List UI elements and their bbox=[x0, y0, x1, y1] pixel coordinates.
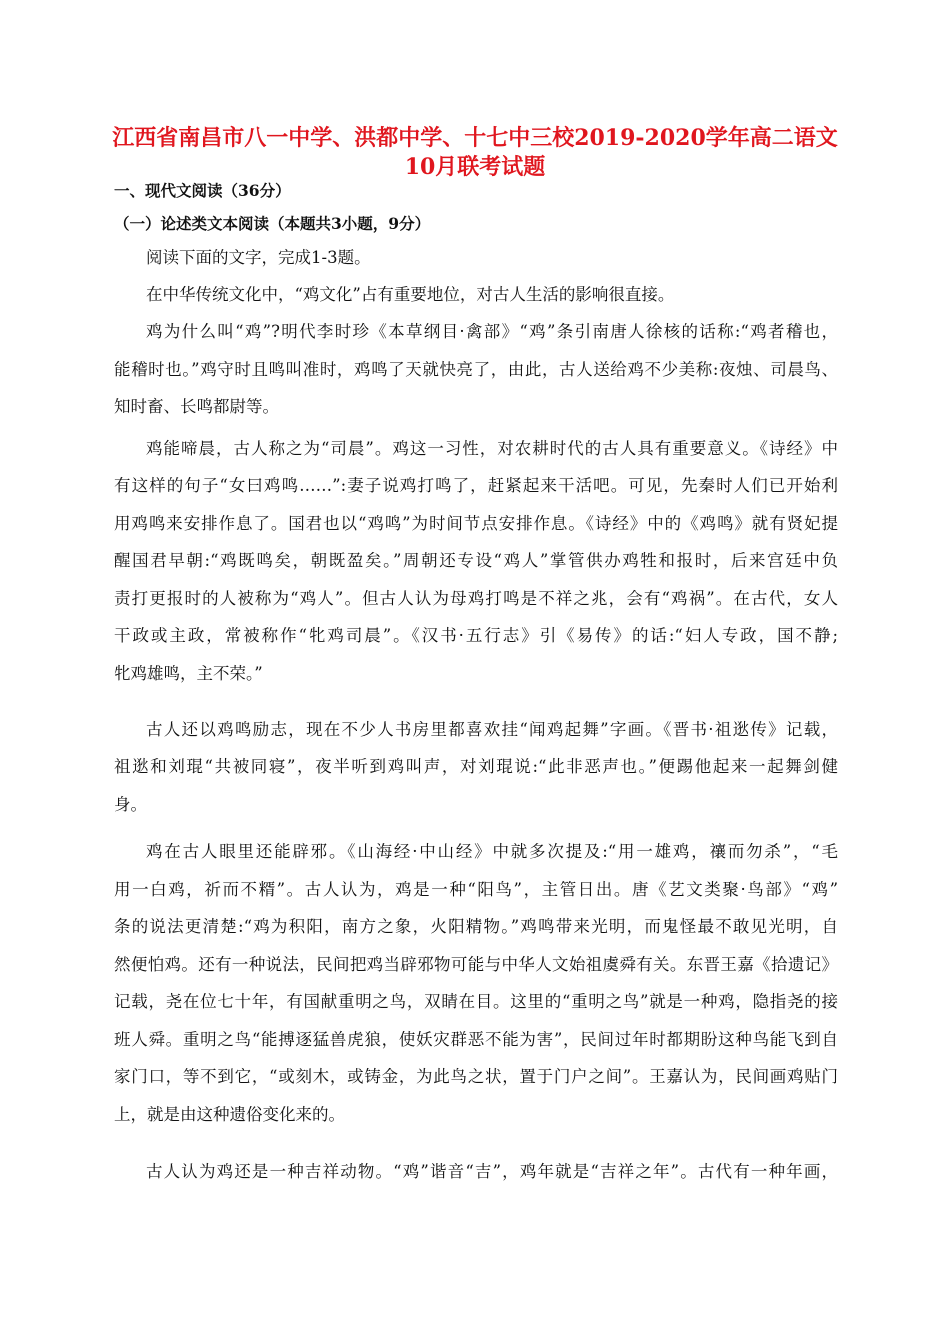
paragraph-line: 责打更报时的人被称为“鸡人”。但古人认为母鸡打鸣是不祥之兆，会有“鸡祸”。在古代，女人 bbox=[114, 589, 838, 608]
paragraph-line: 醒国君早朝:“鸡既鸣矣，朝既盈矣。”周朝还专设“鸡人”掌管供办鸡牲和报时，后来宫廷中负 bbox=[114, 551, 838, 570]
subsection-heading-argumentative: （一）论述类文本阅读（本题共3小题，9分） bbox=[114, 214, 431, 233]
paragraph-line: 阅读下面的文字，完成1-3题。 bbox=[146, 248, 371, 267]
paragraph-line: 用一白鸡，祈而不糈”。古人认为，鸡是一种“阳鸟”，主管日出。唐《艺文类聚·鸟部》“鸡” bbox=[114, 880, 838, 899]
paragraph-line: 鸡能啼晨，古人称之为“司晨”。鸡这一习性，对农耕时代的古人具有重要意义。《诗经》中 bbox=[146, 439, 838, 458]
paragraph-line: 条的说法更清楚:“鸡为积阳，南方之象，火阳精物。”鸡鸣带来光明，而鬼怪最不敢见光明，自 bbox=[114, 917, 838, 936]
paragraph-line: 祖逖和刘琨“共被同寝”，夜半听到鸡叫声，对刘琨说:“此非恶声也。”便踢他起来一起舞剑健 bbox=[114, 757, 838, 776]
paragraph-line: 鸡为什么叫“鸡”?明代李时珍《本草纲目·禽部》“鸡”条引南唐人徐核的话称:“鸡者稽也， bbox=[146, 322, 838, 341]
paragraph-line: 古人还以鸡鸣励志，现在不少人书房里都喜欢挂“闻鸡起舞”字画。《晋书·祖逖传》记载， bbox=[146, 720, 838, 739]
paragraph-line: 家门口，等不到它，“或刻木，或铸金，为此鸟之状，置于门户之间”。王嘉认为，民间画鸡贴门 bbox=[114, 1067, 838, 1086]
paragraph-line: 用鸡鸣来安排作息了。国君也以“鸡鸣”为时间节点安排作息。《诗经》中的《鸡鸣》就有贤妃提 bbox=[114, 514, 838, 533]
document-title-line-2: 10月联考试题 bbox=[404, 154, 546, 180]
paragraph-line: 牝鸡雄鸣，主不荣。” bbox=[114, 664, 263, 683]
paragraph-line: 身。 bbox=[114, 795, 147, 814]
paragraph-line: 在中华传统文化中，“鸡文化”占有重要地位，对古人生活的影响很直接。 bbox=[146, 285, 675, 304]
paragraph-line: 上，就是由这种遗俗变化来的。 bbox=[114, 1105, 345, 1124]
document-title-line-1: 江西省南昌市八一中学、洪都中学、十七中三校2019-2020学年高二语文 bbox=[112, 125, 838, 151]
paragraph-line: 鸡在古人眼里还能辟邪。《山海经·中山经》中就多次提及:“用一雄鸡，禳而勿杀”，“毛 bbox=[146, 842, 838, 861]
paragraph-line: 干政或主政，常被称作“牝鸡司晨”。《汉书·五行志》引《易传》的话:“妇人专政，国不静; bbox=[114, 626, 838, 645]
paragraph-line: 班人舜。重明之鸟“能搏逐猛兽虎狼，使妖灾群恶不能为害”，民间过年时都期盼这种鸟能飞到自 bbox=[114, 1030, 838, 1049]
paragraph-line: 知时畜、长鸣都尉等。 bbox=[114, 397, 279, 416]
paragraph-line: 有这样的句子“女曰鸡鸣……”:妻子说鸡打鸣了，赶紧起来干活吧。可见，先秦时人们已开始利 bbox=[114, 476, 838, 495]
paragraph-line: 能稽时也。”鸡守时且鸣叫准时，鸡鸣了天就快亮了，由此，古人送给鸡不少美称:夜烛、司晨鸟、 bbox=[114, 360, 838, 379]
paragraph-line: 古人认为鸡还是一种吉祥动物。“鸡”谐音“吉”，鸡年就是“吉祥之年”。古代有一种年画， bbox=[146, 1162, 838, 1181]
section-heading-modern-reading: 一、现代文阅读（36分） bbox=[114, 181, 291, 200]
paragraph-line: 然便怕鸡。还有一种说法，民间把鸡当辟邪物可能与中华人文始祖虞舜有关。东晋王嘉《拾遗记》 bbox=[114, 955, 838, 974]
paragraph-line: 记载，尧在位七十年，有国献重明之鸟，双睛在目。这里的“重明之鸟”就是一种鸡，隐指尧的接 bbox=[114, 992, 838, 1011]
